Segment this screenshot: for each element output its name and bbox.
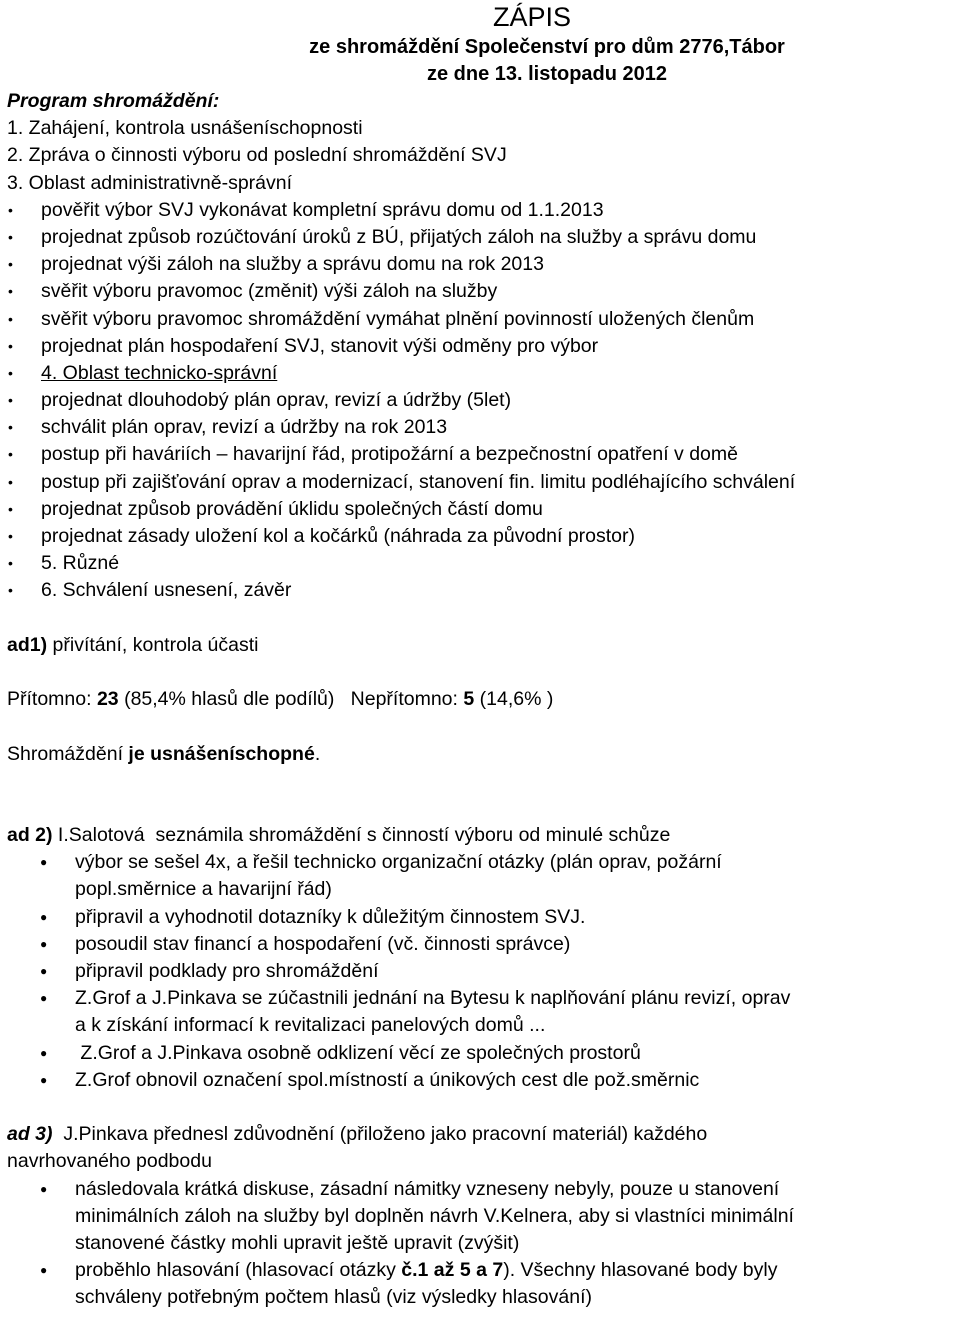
- document-subtitle: ze shromáždění Společenství pro dům 2776,Tábor: [309, 36, 785, 58]
- program-bullet: • svěřit výboru pravomoc shromáždění vymáhat plnění povinností uložených členům: [7, 306, 957, 333]
- ad3-vote-post: ). Všechny hlasované body byly: [503, 1259, 778, 1282]
- program-bullet: • projednat způsob rozúčtování úroků z BÚ, přijatých záloh na služby a správu domu: [7, 224, 957, 251]
- quorum-status: je usnášeníschopné: [128, 742, 315, 765]
- absent-count: 5: [463, 688, 475, 711]
- program-item-6: • 6. Schválení usnesení, závěr: [7, 577, 957, 604]
- ad1-line: [7, 632, 957, 659]
- spacer: [7, 659, 957, 686]
- ad1-text: přivítání, kontrola účasti: [47, 633, 259, 656]
- ad3-bullet-cont: minimálních záloh na služby byl doplněn návrh V.Kelnera, aby si vlastníci minimální: [75, 1204, 794, 1227]
- ad2-intro: [7, 822, 957, 849]
- ad2-bullet: ● Z.Grof a J.Pinkava se zúčastnili jednání na Bytesu k naplňování plánu revizí, oprav: [7, 985, 957, 1012]
- program-heading: Program shromáždění:: [7, 90, 220, 112]
- ad2-intro-text: I.Salotová seznámila shromáždění s činností výboru od minulé schůze: [52, 824, 671, 847]
- program-bullet: • projednat dlouhodobý plán oprav, revizí a údržby (5let): [7, 387, 957, 414]
- absent-label: Nepřítomno:: [350, 688, 464, 711]
- ad2-bullet: ● Z.Grof a J.Pinkava osobně odklizení věcí ze společných prostorů: [7, 1040, 957, 1067]
- program-bullet: • postup při haváriích – havarijní řád, protipožární a bezpečnostní opatření v domě: [7, 441, 957, 468]
- ad3-bullet-cont: schváleny potřebným počtem hlasů (viz výsledky hlasování): [75, 1286, 592, 1309]
- ad2-bullet-cont: popl.směrnice a havarijní řád): [75, 878, 332, 901]
- document: [7, 0, 957, 1311]
- ad2-bullet: ● výbor se sešel 4x, a řešil technicko organizační otázky (plán oprav, požární: [7, 849, 957, 876]
- program-item-4-text: 4. Oblast technicko-správní: [41, 361, 278, 384]
- program-bullet: • projednat zásady uložení kol a kočárků (náhrada za původní prostor): [7, 523, 957, 550]
- ad2-label: ad 2): [7, 824, 53, 847]
- program-item: 1. Zahájení, kontrola usnášeníschopnosti: [7, 117, 363, 140]
- spacer: [7, 768, 957, 795]
- program-item-5: • 5. Různé: [7, 550, 957, 577]
- program-item: 2. Zpráva o činnosti výboru od poslední shromáždění SVJ: [7, 144, 507, 167]
- program-bullet: • postup při zajišťování oprav a modernizací, stanovení fin. limitu podléhajícího schválení: [7, 469, 957, 496]
- ad3-intro-cont: navrhovaného podbodu: [7, 1150, 212, 1173]
- absent-detail: (14,6% ): [474, 688, 554, 711]
- document-title: ZÁPIS: [492, 2, 572, 32]
- quorum-line: [7, 741, 957, 768]
- meeting-date: ze dne 13. listopadu 2012: [426, 63, 668, 85]
- ad2-bullet: ● Z.Grof obnovil označení spol.místností a únikových cest dle pož.směrnic: [7, 1067, 957, 1094]
- ad1-label: ad1): [7, 633, 48, 656]
- present-label: Přítomno:: [7, 688, 97, 711]
- spacer: [7, 605, 957, 632]
- spacer: [7, 713, 957, 740]
- attendance-line: [7, 686, 957, 713]
- quorum-suffix: .: [314, 742, 321, 765]
- present-count: 23: [96, 688, 119, 711]
- ad3-vote-questions: č.1 až 5 a 7: [401, 1259, 504, 1282]
- ad2-bullet: ● připravil podklady pro shromáždění: [7, 958, 957, 985]
- program-bullet: • projednat způsob provádění úklidu společných částí domu: [7, 496, 957, 523]
- present-detail: (85,4% hlasů dle podílů): [118, 688, 351, 711]
- ad2-bullet-cont: a k získání informací k revitalizaci panelových domů ...: [75, 1014, 546, 1037]
- spacer: [7, 1094, 957, 1121]
- ad3-bullet: [7, 1257, 957, 1284]
- ad3-label: ad 3): [7, 1123, 53, 1146]
- ad2-bullet: ● připravil a vyhodnotil dotazníky k důležitým činnostem SVJ.: [7, 904, 957, 931]
- program-item: 3. Oblast administrativně-správní: [7, 171, 293, 194]
- ad3-bullet: ● následovala krátká diskuse, zásadní námitky vzneseny nebyly, pouze u stanovení: [7, 1176, 957, 1203]
- program-bullet: • schválit plán oprav, revizí a údržby na rok 2013: [7, 414, 957, 441]
- program-bullet: • pověřit výbor SVJ vykonávat kompletní správu domu od 1.1.2013: [7, 197, 957, 224]
- program-bullet: • svěřit výboru pravomoc (změnit) výši záloh na služby: [7, 278, 957, 305]
- ad3-vote-pre: proběhlo hlasování (hlasovací otázky: [75, 1259, 402, 1282]
- ad3-intro: [7, 1121, 957, 1148]
- program-bullet: • projednat plán hospodaření SVJ, stanovit výši odměny pro výbor: [7, 333, 957, 360]
- program-bullet: • projednat výši záloh na služby a správu domu na rok 2013: [7, 251, 957, 278]
- ad3-bullet-cont: stanovené částky mohli upravit ještě upravit (zvýšit): [75, 1231, 520, 1254]
- program-item-4: [7, 360, 957, 387]
- spacer: [7, 795, 957, 822]
- ad2-bullet: ● posoudil stav financí a hospodaření (vč. činnosti správce): [7, 931, 957, 958]
- ad3-intro-text: J.Pinkava přednesl zdůvodnění (přiloženo jako pracovní materiál) každého: [52, 1123, 708, 1146]
- quorum-prefix: Shromáždění: [7, 742, 129, 765]
